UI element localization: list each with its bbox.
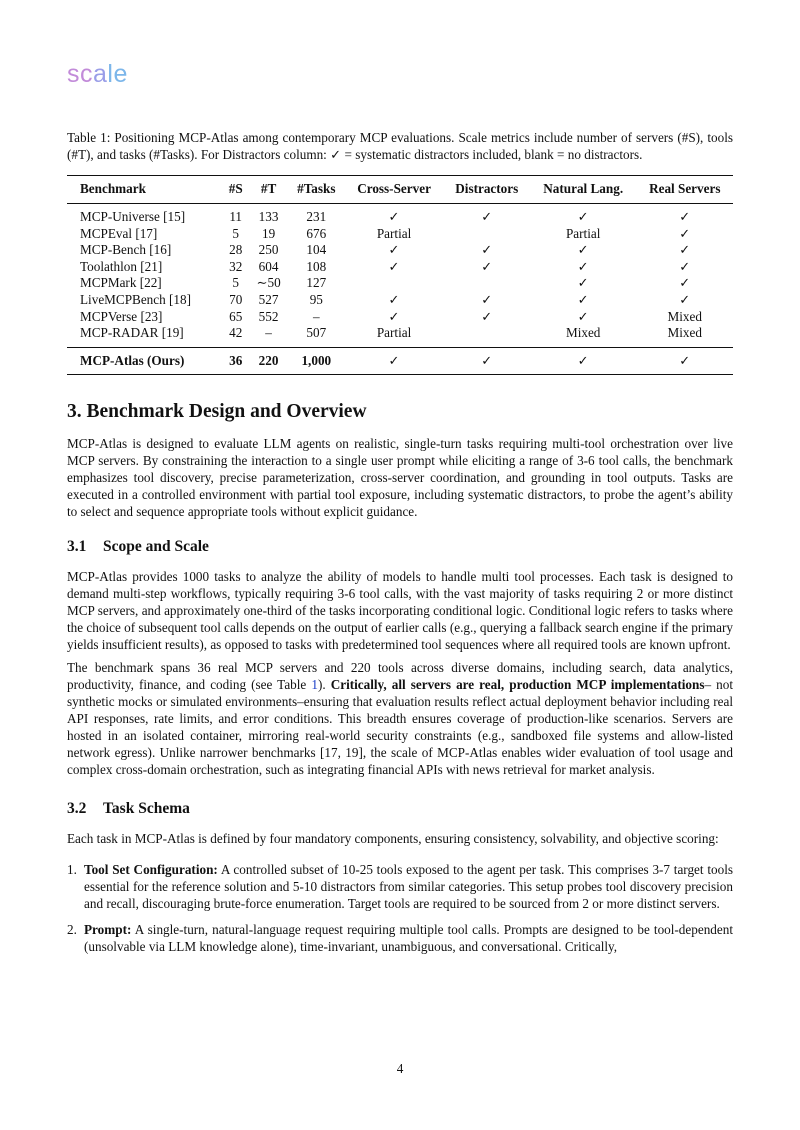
- comparison-table: [67, 175, 733, 375]
- table-cell: ✓: [679, 209, 691, 224]
- section-3-1-paragraph-2: The benchmark spans 36 real MCP servers and 220 tools across diverse domains, including search, data analytics, productivity, finance, and coding (see Table 1). Critically, all servers are real, production MCP implementations– not synthetic mocks or simulated environments–ensuring that evaluation results reflect actual deployment behavior including real API responses, rate limits, and error conditions. This breadth ensures coverage of production-like scenarios. Servers are hosted in an isolated container, mirroring real-world security constraints (e.g., sandboxed file systems and allow-listed network egress). Unlike narrower benchmarks [17, 19], the scale of MCP-Atlas enables wider evaluation of tool usage and complex cross-domain orchestration, such as integrating financial APIs with news retrieval for market analysis.: [67, 659, 733, 777]
- table-body: [67, 204, 733, 348]
- table-cell: 5: [232, 275, 239, 291]
- table-cell: ✓: [388, 308, 400, 324]
- table-cell: ✓: [679, 275, 691, 291]
- table-cell: 32: [229, 258, 243, 274]
- table-cell: ✓: [679, 242, 691, 258]
- table-cell: 70: [229, 291, 243, 307]
- section-title: Scope and Scale: [103, 537, 209, 555]
- item-label: Prompt:: [84, 921, 132, 937]
- header-natural-lang: Natural Lang.: [543, 181, 624, 196]
- table-cell: 11: [229, 209, 243, 224]
- table-cell: 127: [306, 275, 327, 291]
- table-reference-link[interactable]: 1: [311, 676, 318, 692]
- table-cell: 104: [306, 242, 327, 258]
- header-real-servers: Real Servers: [649, 181, 721, 196]
- table-cell: ✓: [577, 308, 589, 324]
- table-cell: [344, 275, 443, 292]
- table-cell: Mixed: [667, 308, 702, 324]
- table-cell: MCP-Bench [16]: [80, 242, 172, 258]
- table-cell: ✓: [577, 291, 589, 307]
- table-cell: 676: [306, 225, 327, 241]
- table-cell: 65: [229, 308, 243, 324]
- table-cell: ✓: [388, 291, 400, 307]
- table-row-ours: [67, 347, 733, 374]
- table-cell: 527: [258, 291, 279, 307]
- table-row: [67, 292, 733, 309]
- section-3-heading: 3. Benchmark Design and Overview: [67, 400, 367, 422]
- table-cell: ✓: [679, 225, 691, 241]
- table-cell: ✓: [388, 242, 400, 258]
- table-cell: Partial: [376, 325, 412, 341]
- section-3-paragraph: MCP-Atlas is designed to evaluate LLM agents on realistic, single-turn tasks requiring multi-tool orchestration over live MCP servers. By constraining the interaction to a single user prompt while eliciting a range of 3-6 tool calls, the benchmark emphasizes tool discovery, precise parameterization, cross-server coordination, and grounding in tool outputs. Tasks are executed in a controlled environment with partial tool exposure, including systematic distractors, to probe the agent’s ability to select and sequence appropriate tools without explicit guidance.: [67, 435, 733, 519]
- table-cell: 552: [258, 308, 279, 324]
- table-cell: 28: [229, 242, 243, 258]
- table-cell: ✓: [679, 352, 691, 368]
- table-cell: 42: [229, 325, 243, 341]
- table-cell: [444, 325, 530, 347]
- table-cell: 220: [258, 352, 279, 368]
- header-tasks: #Tasks: [297, 181, 336, 196]
- table-cell: [444, 275, 530, 292]
- header-benchmark: Benchmark: [80, 181, 146, 196]
- table-cell: Toolathlon [21]: [80, 258, 163, 274]
- table-cell: ✓: [577, 258, 589, 274]
- table-cell: ✓: [577, 242, 589, 258]
- list-item: 1. Tool Set Configuration: A controlled subset of 10-25 tools exposed to the agent per task. This comprises 3-7 target tools essential for the reference solution and 5-10 distractors from similar categories. This setup probes tool discovery precision and recall, discouraging brute-force enumeration. Target tools are required to be sourced from 2 or more distinct servers.: [67, 861, 733, 911]
- bold-emphasis: Critically, all servers are real, production MCP implementations: [330, 676, 705, 692]
- table-row: [67, 309, 733, 326]
- table-cell: ✓: [388, 209, 400, 224]
- table-cell: MCPMark [22]: [80, 275, 162, 291]
- table-ours-section: [67, 347, 733, 374]
- table-cell: 36: [229, 352, 243, 368]
- table-row: [67, 204, 733, 226]
- table-row: [67, 259, 733, 276]
- section-number: 3.1: [67, 537, 87, 555]
- section-3-2-intro: Each task in MCP-Atlas is defined by four mandatory components, ensuring consistency, solvability, and objective scoring:: [67, 830, 719, 846]
- table-cell: ✓: [481, 352, 493, 368]
- page-number: 4: [396, 1061, 404, 1076]
- table-cell: 133: [258, 209, 279, 224]
- table-row: [67, 242, 733, 259]
- table-cell: MCPVerse [23]: [80, 308, 163, 324]
- table-cell: MCP-Atlas (Ours): [80, 352, 185, 368]
- header-cross-server: Cross-Server: [357, 181, 431, 196]
- section-3-1-paragraph-1: MCP-Atlas provides 1000 tasks to analyze the ability of models to handle multi tool processes. Each task is designed to demand multi-step workflows, typically requiring 3-6 tool calls, with the vast majority of tasks requiring 2 or more distinct MCP servers, and approximately one-third of the tasks incorporating conditional logic. Conditional logic refers to tasks where the choice of subsequent tool calls depends on the output of earlier calls (e.g., querying a fallback search engine if the primary yields insufficient results), as opposed to tasks with predetermined tool sequences where all required tools are known upfront.: [67, 568, 733, 652]
- section-title: Task Schema: [103, 799, 190, 817]
- header-distractors: Distractors: [455, 181, 519, 196]
- table-cell: ✓: [481, 242, 493, 258]
- table-row: [67, 325, 733, 347]
- table-cell: 507: [306, 325, 327, 341]
- task-components-list: [67, 861, 733, 955]
- table-cell: Mixed: [565, 325, 601, 341]
- table-cell: ✓: [388, 258, 400, 274]
- section-3-2-heading: [67, 800, 733, 818]
- table-cell: ✓: [388, 352, 400, 368]
- section-3-1-heading: [67, 538, 733, 556]
- table-row: [67, 275, 733, 292]
- table-cell: ✓: [481, 308, 493, 324]
- table-row: [67, 226, 733, 243]
- table-cell: 604: [258, 258, 279, 274]
- table-cell: 19: [261, 225, 276, 241]
- table-cell: ✓: [481, 291, 493, 307]
- table-cell: LiveMCPBench [18]: [80, 291, 191, 307]
- table-cell: –: [265, 325, 272, 341]
- table-cell: ✓: [577, 352, 589, 368]
- table-cell: [444, 226, 530, 243]
- table-cell: ✓: [577, 209, 589, 224]
- table-cell: 95: [309, 291, 323, 307]
- table-cell: ✓: [481, 209, 493, 224]
- table-cell: ✓: [679, 258, 691, 274]
- scale-logo: scale: [67, 60, 128, 88]
- page-content: [67, 130, 733, 964]
- table-cell: Mixed: [667, 325, 702, 341]
- table-cell: 1,000: [301, 352, 332, 368]
- table-cell: Partial: [376, 225, 412, 241]
- item-label: Tool Set Configuration:: [84, 861, 218, 877]
- table-header-row: [67, 176, 733, 204]
- table-cell: ✓: [577, 275, 589, 291]
- header-servers: #S: [228, 181, 243, 196]
- table-cell: ✓: [481, 258, 493, 274]
- table-cell: ∼50: [256, 275, 281, 291]
- list-item: 2. Prompt: A single-turn, natural-language request requiring multiple tool calls. Prompts are designed to be tool-dependent (unsolvable via LLM knowledge alone), time-invariant, unambiguous, and conversational. Critically,: [67, 921, 733, 954]
- table-cell: –: [312, 308, 320, 324]
- table-caption: Table 1: Positioning MCP-Atlas among contemporary MCP evaluations. Scale metrics include number of servers (#S), tools (#T), and tasks (#Tasks). For Distractors column: ✓ = systematic distractors included, blank = no distractors.: [67, 130, 733, 162]
- table-cell: Partial: [565, 225, 601, 241]
- table-cell: 231: [306, 209, 327, 224]
- section-number: 3.2: [67, 799, 87, 817]
- table-cell: ✓: [679, 291, 691, 307]
- table-cell: 250: [258, 242, 279, 258]
- header-tools: #T: [260, 181, 277, 196]
- table-cell: MCP-RADAR [19]: [80, 325, 184, 341]
- table-cell: MCP-Universe [15]: [80, 209, 186, 224]
- table-cell: 5: [232, 225, 239, 241]
- table-cell: MCPEval [17]: [80, 225, 158, 241]
- table-cell: 108: [306, 258, 327, 274]
